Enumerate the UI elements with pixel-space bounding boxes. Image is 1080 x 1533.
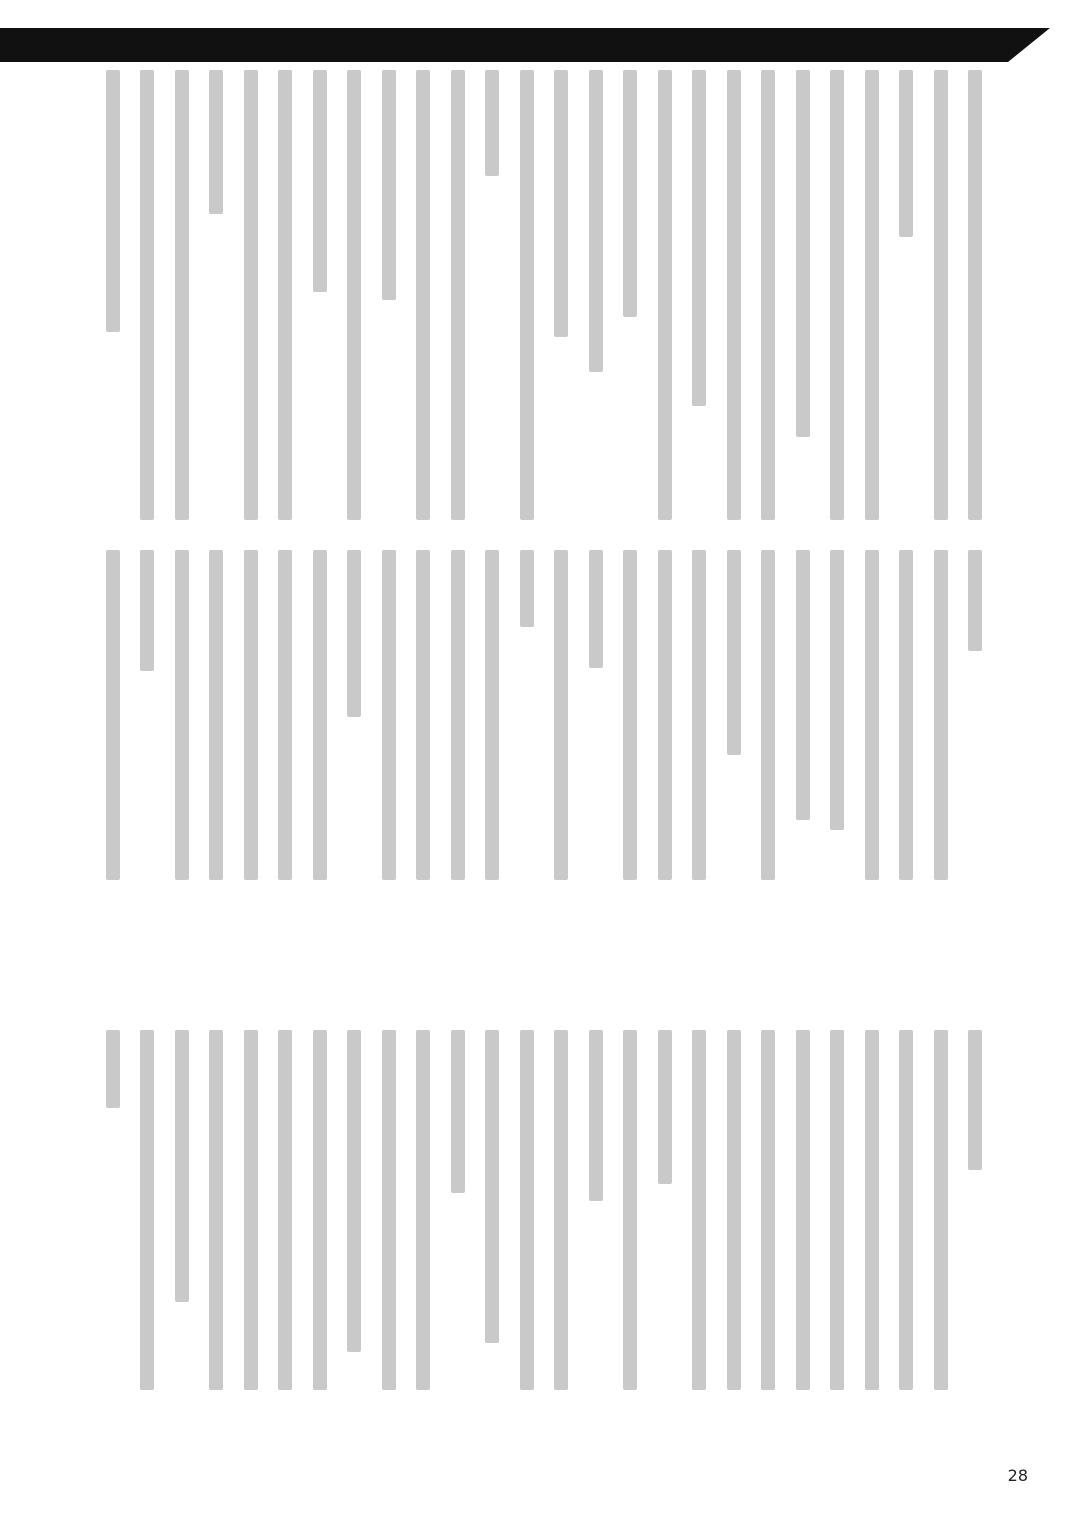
text-column-placeholder (727, 1030, 741, 1390)
text-column-placeholder (554, 1030, 568, 1390)
text-column-placeholder (830, 70, 844, 520)
text-column-placeholder (313, 1030, 327, 1390)
text-column-placeholder (347, 1030, 361, 1352)
text-column-placeholder (175, 550, 189, 880)
text-column-placeholder (175, 70, 189, 520)
text-column-placeholder (520, 70, 534, 520)
text-column-placeholder (140, 550, 154, 671)
text-column-placeholder (692, 70, 706, 406)
text-column-placeholder (899, 550, 913, 880)
text-column-placeholder (451, 70, 465, 520)
text-column-placeholder (416, 550, 430, 880)
text-column-placeholder (209, 70, 223, 214)
text-column-placeholder (761, 550, 775, 880)
text-column-placeholder (485, 1030, 499, 1343)
text-column-placeholder (623, 70, 637, 317)
text-column-placeholder (382, 1030, 396, 1390)
text-column-placeholder (589, 550, 603, 668)
text-column-placeholder (796, 550, 810, 820)
text-column-placeholder (830, 550, 844, 830)
text-column-placeholder (658, 550, 672, 880)
text-column-placeholder (520, 1030, 534, 1390)
text-column-placeholder (796, 1030, 810, 1390)
text-column-placeholder (830, 1030, 844, 1390)
text-column-placeholder (347, 70, 361, 520)
text-column-placeholder (934, 1030, 948, 1390)
text-column-placeholder (106, 1030, 120, 1108)
text-column-placeholder (347, 550, 361, 717)
text-column-placeholder (899, 70, 913, 237)
page-number: 28 (1007, 1466, 1028, 1485)
text-column-placeholder (692, 1030, 706, 1390)
text-column-placeholder (658, 70, 672, 520)
text-column-placeholder (416, 1030, 430, 1390)
text-column-placeholder (313, 70, 327, 292)
text-column-placeholder (692, 550, 706, 880)
text-column-placeholder (554, 70, 568, 337)
header-bar (0, 28, 1050, 62)
text-column-placeholder (382, 550, 396, 880)
text-column-placeholder (209, 1030, 223, 1390)
text-column-placeholder (244, 1030, 258, 1390)
text-column-placeholder (451, 550, 465, 880)
text-column-placeholder (451, 1030, 465, 1193)
text-column-placeholder (899, 1030, 913, 1390)
text-column-placeholder (658, 1030, 672, 1184)
text-column-placeholder (968, 1030, 982, 1170)
text-column-placeholder (244, 70, 258, 520)
text-column-placeholder (175, 1030, 189, 1302)
text-column-placeholder (106, 550, 120, 880)
text-column-placeholder (140, 1030, 154, 1390)
text-column-placeholder (934, 70, 948, 520)
text-column-placeholder (623, 550, 637, 880)
text-column-placeholder (485, 70, 499, 176)
text-column-placeholder (968, 550, 982, 651)
text-column-placeholder (865, 550, 879, 880)
text-column-placeholder (934, 550, 948, 880)
text-column-placeholder (278, 550, 292, 880)
text-column-placeholder (209, 550, 223, 880)
text-column-placeholder (796, 70, 810, 437)
text-column-placeholder (727, 550, 741, 755)
text-column-placeholder (140, 70, 154, 520)
text-column-placeholder (589, 1030, 603, 1201)
text-column-placeholder (313, 550, 327, 880)
text-column-placeholder (589, 70, 603, 372)
text-column-placeholder (416, 70, 430, 520)
text-column-placeholder (106, 70, 120, 332)
text-column-placeholder (968, 70, 982, 520)
text-column-placeholder (865, 70, 879, 520)
text-column-placeholder (554, 550, 568, 880)
text-column-placeholder (382, 70, 396, 300)
text-column-placeholder (761, 70, 775, 520)
text-column-placeholder (865, 1030, 879, 1390)
text-column-placeholder (278, 1030, 292, 1390)
text-column-placeholder (278, 70, 292, 520)
text-column-placeholder (761, 1030, 775, 1390)
text-column-placeholder (520, 550, 534, 627)
text-column-placeholder (623, 1030, 637, 1390)
text-column-placeholder (244, 550, 258, 880)
text-column-placeholder (727, 70, 741, 520)
text-column-placeholder (485, 550, 499, 880)
